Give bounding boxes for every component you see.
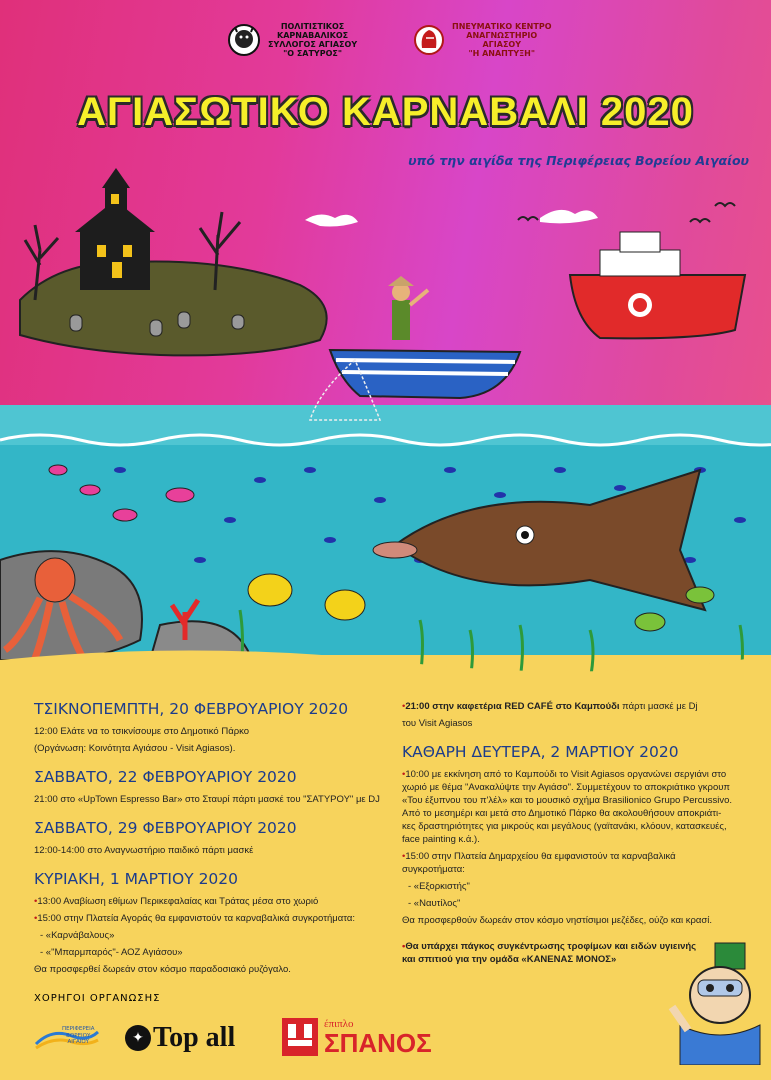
cloud-icon <box>305 214 358 226</box>
day-heading: ΣΑΒΒΑΤΟ, 29 ΦΕΒΡΟΥΑΡΙΟΥ 2020 <box>34 819 297 837</box>
diver-clown-illustration <box>660 935 770 1065</box>
sponsor-spanos-logo <box>280 1016 432 1058</box>
haunted-house-icon <box>75 168 155 290</box>
pink-fish-icon <box>49 465 194 521</box>
event-line: χωριό με θέμα "Ανακαλύψτε την Αγιάσο". Συμμετέχουν το αποκριάτικο γκρουπ <box>402 782 730 793</box>
periferia-text: ΠΕΡΙΦΕΡΕΙΑ ΒΟΡΕΙΟΥ ΑΙΓΑΙΟΥ <box>62 1026 95 1045</box>
day-heading: ΚΑΘΑΡΗ ΔΕΥΤΕΡΑ, 2 ΜΑΡΤΙΟΥ 2020 <box>402 743 679 761</box>
event-line: - «"Μπαρμπαρός"- ΑΟΖ Αγιάσου» <box>40 947 183 958</box>
event-line: - «Εξορκιστής" <box>408 881 470 892</box>
event-line: συγκροτήματα: <box>402 864 465 875</box>
event-line: •15:00 στην Πλατεία Αγοράς θα εμφανιστούν τα καρναβαλικά συγκροτήματα: <box>34 913 355 924</box>
event-line: κες δραστηριότητες για μικρούς και μεγάλους (γαϊτανάκι, κλόουν, κατασκευές, <box>402 821 727 832</box>
event-line: Θα προσφερθούν δωρεάν στον κόσμο νηστίσιμοι μεζέδες, ούζο και κρασί. <box>402 915 712 926</box>
sand-edge <box>0 650 771 700</box>
chair-logo-icon <box>280 1016 320 1058</box>
spanos-text: έπιπλο ΣΠΑΝΟΣ <box>324 1018 432 1058</box>
event-line: 12:00-14:00 στο Αναγνωστήριο παιδικό πάρτι μασκέ <box>34 845 254 856</box>
event-line: (Οργάνωση: Κοινότητα Αγιάσου - Visit Agiasos). <box>34 743 236 754</box>
sea-waves <box>0 435 771 445</box>
sponsors-title: ΧΟΡΗΓΟΙ ΟΡΓΑΝΩΣΗΣ <box>34 993 161 1004</box>
schedule-right-column <box>402 700 742 970</box>
poster-subtitle: υπό την αιγίδα της Περιφέρειας Βορείου Αιγαίου <box>408 153 749 168</box>
event-line: face painting κ.ά.). <box>402 834 480 845</box>
day-heading: ΤΣΙΚΝΟΠΕΜΠΤΗ, 20 ΦΕΒΡΟΥΑΡΙΟΥ 2020 <box>34 700 349 718</box>
topall-text: Top all <box>153 1022 236 1053</box>
event-line: - «Καρνάβαλους» <box>40 930 115 941</box>
event-line: •21:00 στην καφετέρια RED CAFÉ στο Καμπούδι πάρτι μασκέ με Dj <box>402 701 698 712</box>
sponsor-periferia-logo <box>32 1022 102 1066</box>
note-line: •Θα υπάρχει πάγκος συγκέντρωσης τροφίμων και ειδών υγιεινής <box>402 941 697 952</box>
big-fish-icon <box>373 470 705 610</box>
cloud-icon <box>540 210 598 224</box>
ship-icon <box>570 232 745 338</box>
poster-title: ΑΓΙΑΣΩΤΙΚΟ ΚΑΡΝΑΒΑΛΙ 2020 <box>77 90 694 134</box>
fishing-boat-icon <box>330 276 520 398</box>
event-line: Από το μεσημέρι και μετά στο Δημοτικό Πάρκο θα ακολουθήσουν αποκριάτι- <box>402 808 722 819</box>
event-line: •10:00 με εκκίνηση από το Καμπούδι το Visit Agiasos οργανώνει σεργιάνι στο <box>402 769 727 780</box>
satyros-org-name: ΠΟΛΙΤΙΣΤΙΚΟΣ ΚΑΡΝΑΒΑΛΙΚΟΣ ΣΥΛΛΟΓΟΣ ΑΓΙΑΣΟΥ "Ο ΣΑΤΥΡΟΣ" <box>268 22 358 58</box>
event-line: 21:00 στο «UpTown Espresso Bar» στο Σταυρί πάρτι μασκέ του "ΣΑΤΥΡΟΥ" με DJ <box>34 794 380 805</box>
event-line: •15:00 στην Πλατεία Δημαρχείου θα εμφανιστούν τα καρναβαλικά <box>402 851 676 862</box>
event-line: Θα προσφερθεί δωρεάν στον κόσμο παραδοσιακό ρυζόγαλο. <box>34 964 291 975</box>
day-heading: ΣΑΒΒΑΤΟ, 22 ΦΕΒΡΟΥΑΡΙΟΥ 2020 <box>34 768 297 786</box>
event-line: «Του έξυπνου του π'λέλ» και το μουσικό σχήμα Brasilionico Grupo Percussivo. <box>402 795 733 806</box>
note-line: και σπιτιού για την ομάδα «ΚΑΝΕΝΑΣ ΜΟΝΟΣ» <box>402 954 617 965</box>
sponsor-topall-logo <box>125 1022 235 1054</box>
event-line: 12:00 Ελάτε να το τσικνίσουμε στο Δημοτικό Πάρκο <box>34 726 250 737</box>
island <box>20 261 327 355</box>
anaptyxi-org-name: ΠΝΕΥΜΑΤΙΚΟ ΚΕΝΤΡΟ ΑΝΑΓΝΩΣΤΗΡΙΟ ΑΓΙΑΣΟΥ "Η ΑΝΑΠΤΥΞΗ" <box>452 22 552 58</box>
day-heading: ΚΥΡΙΑΚΗ, 1 ΜΑΡΤΙΟΥ 2020 <box>34 870 239 888</box>
event-line: του Visit Agiasos <box>402 718 473 729</box>
topall-badge-icon: ✦ <box>125 1025 151 1051</box>
event-line: •13:00 Αναβίωση εθίμων Περικεφαλαίας και Τράτας μέσα στο χωριό <box>34 896 319 907</box>
event-line: - «Ναυτίλος" <box>408 898 461 909</box>
schedule-left-column <box>34 700 384 980</box>
